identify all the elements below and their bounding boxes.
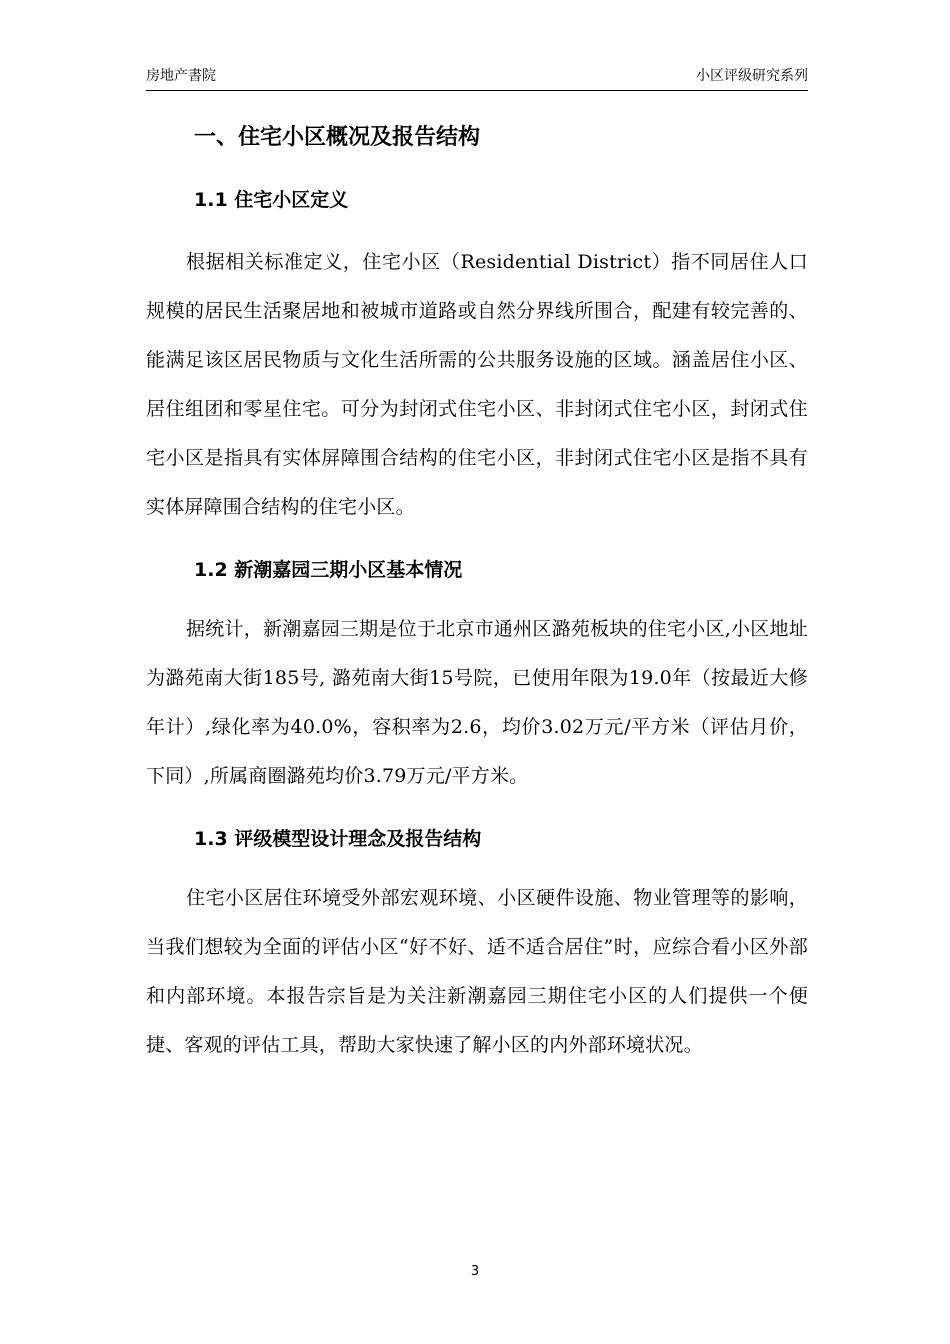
document-body [146,118,808,1070]
header-publisher: 房地产書院 [146,68,216,84]
page-header [146,66,808,91]
subsection-heading-1-1: 1.1 住宅小区定义 [194,189,349,211]
subsection-heading-1-2: 1.2 新潮嘉园三期小区基本情况 [194,559,463,581]
paragraph-definition: 根据相关标准定义，住宅小区（Residential District）指不同居住人口规模的居民生活聚居地和被城市道路或自然分界线所围合，配建有较完善的、能满足该区居民物质与文化生活所需的公共服务设施的区域。涵盖居住小区、居住组团和零星住宅。可分为封闭式住宅小区、非封闭式住宅小区，封闭式住宅小区是指具有实体屏障围合结构的住宅小区，非封闭式住宅小区是指不具有实体屏障围合结构的住宅小区。 [146,251,808,518]
subsection-heading-1-3: 1.3 评级模型设计理念及报告结构 [194,828,482,850]
paragraph-basic-info: 据统计，新潮嘉园三期是位于北京市通州区潞苑板块的住宅小区,小区地址为潞苑南大街185号, 潞苑南大街15号院，已使用年限为19.0年（按最近大修年计）,绿化率为40.0%，容积率为2.6，均价3.02万元/平方米（评估月价，下同）,所属商圈潞苑均价3.79万元/平方米。 [146,618,808,787]
page-number: 3 [470,1264,480,1279]
paragraph-model-design: 住宅小区居住环境受外部宏观环境、小区硬件设施、物业管理等的影响，当我们想较为全面的评估小区“好不好、适不适合居住”时，应综合看小区外部和内部环境。本报告宗旨是为关注新潮嘉园三期住宅小区的人们提供一个便捷、客观的评估工具，帮助大家快速了解小区的内外部环境状况。 [146,887,808,1056]
section-title: 一、住宅小区概况及报告结构 [194,125,481,150]
header-series-title: 小区评级研究系列 [696,68,808,84]
